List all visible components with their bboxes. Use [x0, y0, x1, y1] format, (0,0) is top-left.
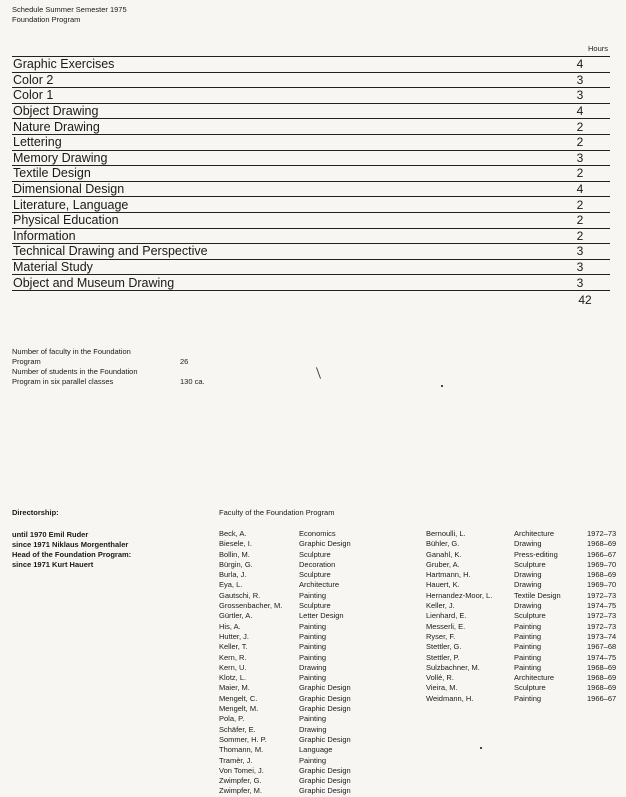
faculty-name: Stettler, G.: [426, 642, 462, 652]
schedule-row: [12, 259, 610, 275]
subject-hours: 3: [576, 72, 584, 87]
faculty-field: Sculpture: [299, 549, 331, 559]
subject-hours: 4: [576, 104, 584, 119]
subject-name: Graphic Exercises: [13, 57, 115, 72]
subject-hours: 3: [576, 150, 584, 165]
subject-name: Information: [13, 228, 76, 243]
faculty-field: Drawing: [514, 570, 542, 580]
faculty-field: Painting: [514, 642, 542, 652]
subject-hours: 3: [576, 275, 584, 290]
table-bottom-rule: [12, 290, 610, 291]
faculty-years: 1968–69: [587, 570, 617, 580]
faculty-name: Hernandez-Moor, L.: [426, 590, 493, 600]
directorship-title: Directorship:: [12, 508, 59, 517]
paper-speck: [480, 747, 482, 749]
schedule-row: [12, 243, 610, 259]
paper-mark: [316, 367, 321, 379]
hours-column-label: Hours: [588, 44, 609, 53]
schedule-row: [12, 228, 610, 244]
schedule-row: [12, 87, 610, 103]
subject-name: Literature, Language: [13, 197, 129, 212]
subject-name: Object Drawing: [13, 104, 99, 119]
faculty-name: Burla, J.: [219, 570, 247, 580]
subject-name: Technical Drawing and Perspective: [13, 244, 208, 259]
faculty-field: Language: [299, 745, 333, 755]
faculty-name: Ganahl, K.: [426, 549, 462, 559]
faculty-field: Drawing: [514, 601, 542, 611]
subject-hours: 3: [576, 260, 584, 275]
faculty-name: Beck, A.: [219, 529, 247, 538]
faculty-name: Sommer, H. P.: [219, 734, 267, 744]
faculty-name: Maier, M.: [219, 683, 250, 693]
faculty-field: Drawing: [299, 724, 327, 734]
subject-name: Memory Drawing: [13, 150, 108, 165]
faculty-field: Drawing: [514, 539, 542, 549]
faculty-years: 1974–75: [587, 601, 617, 611]
faculty-field: Graphic Design: [299, 776, 351, 786]
faculty-field: Drawing: [299, 662, 327, 672]
faculty-field: Textile Design: [514, 590, 561, 600]
faculty-field: Architecture: [299, 580, 340, 590]
faculty-field: Painting: [299, 631, 327, 641]
faculty-field: Painting: [514, 652, 542, 662]
faculty-name: Hutter, J.: [219, 631, 250, 641]
subject-name: Color 2: [13, 72, 54, 87]
faculty-name: Zwimpfer, G.: [219, 776, 262, 786]
faculty-field: Economics: [299, 529, 336, 538]
faculty-field: Sculpture: [299, 601, 331, 611]
faculty-name: Kern, U.: [219, 662, 247, 672]
faculty-field: Graphic Design: [299, 683, 351, 693]
faculty-right-names: [426, 529, 492, 704]
schedule-row: [12, 150, 610, 166]
faculty-field: Sculpture: [514, 559, 546, 569]
faculty-right-years: [587, 529, 616, 704]
schedule-row: [12, 118, 610, 134]
faculty-field: Sculpture: [299, 570, 331, 580]
faculty-field: Painting: [514, 631, 542, 641]
subject-hours: 3: [576, 244, 584, 259]
schedule-row: [12, 134, 610, 150]
header-title: Schedule Summer Semester 1975: [12, 5, 127, 14]
faculty-name: Mengelt, C.: [219, 693, 258, 703]
faculty-years: 1974–75: [587, 652, 617, 662]
faculty-name: Lienhard, E.: [426, 611, 467, 621]
directorship-line: Head of the Foundation Program:: [12, 550, 132, 559]
faculty-field: Painting: [299, 714, 327, 724]
faculty-name: Klotz, L.: [219, 673, 247, 683]
faculty-name: Keller, J.: [426, 601, 455, 611]
faculty-field: Architecture: [514, 529, 555, 538]
faculty-field: Graphic Design: [299, 786, 351, 796]
subject-hours: 4: [576, 57, 584, 72]
schedule-table: [12, 56, 610, 291]
schedule-row: [12, 196, 610, 212]
faculty-name: Bollin, M.: [219, 549, 250, 559]
faculty-name: Tramèr, J.: [219, 755, 253, 765]
faculty-name: Vollé, R.: [426, 673, 454, 683]
schedule-row: [12, 72, 610, 88]
faculty-years: 1966–67: [587, 693, 617, 703]
subject-name: Textile Design: [13, 166, 91, 181]
faculty-years: 1968–69: [587, 683, 617, 693]
faculty-years: 1969–70: [587, 559, 617, 569]
subject-hours: 2: [576, 228, 584, 243]
faculty-field: Painting: [514, 621, 542, 631]
faculty-count-label-2: Program: [12, 357, 41, 366]
faculty-field: Press-editing: [514, 549, 558, 559]
faculty-name: Schäfer, E.: [219, 724, 256, 734]
subject-name: Object and Museum Drawing: [13, 275, 175, 290]
subject-hours: 3: [576, 88, 584, 103]
faculty-field: Graphic Design: [299, 765, 351, 775]
schedule-row: [12, 181, 610, 197]
faculty-count-label: Number of faculty in the Foundation: [12, 347, 131, 356]
subject-hours: 2: [576, 197, 584, 212]
faculty-years: 1972–73: [587, 611, 617, 621]
subject-name: Dimensional Design: [13, 182, 125, 197]
faculty-name: His, A.: [219, 621, 241, 631]
faculty-name: Bürgin, G.: [219, 559, 253, 569]
faculty-name: Gürtler, A.: [219, 611, 253, 621]
subject-hours: 2: [576, 213, 584, 228]
student-count-label-2: Program in six parallel classes: [12, 377, 114, 386]
faculty-name: Sulzbachner, M.: [426, 662, 480, 672]
faculty-field: Sculpture: [514, 611, 546, 621]
faculty-field: Painting: [299, 642, 327, 652]
faculty-name: Kern, R.: [219, 652, 247, 662]
faculty-name: Von Tomei, J.: [219, 765, 264, 775]
faculty-field: Painting: [514, 693, 542, 703]
faculty-name: Vieira, M.: [426, 683, 458, 693]
student-count-label: Number of students in the Foundation: [12, 367, 138, 376]
faculty-years: 1967–68: [587, 642, 617, 652]
schedule-row: [12, 56, 610, 72]
faculty-name: Gruber, A.: [426, 559, 460, 569]
faculty-years: 1966–67: [587, 549, 617, 559]
faculty-field: Graphic Design: [299, 704, 351, 714]
faculty-name: Zwimpfer, M.: [219, 786, 262, 796]
document-header: [12, 5, 127, 24]
faculty-name: Pola, P.: [219, 714, 245, 724]
faculty-field: Graphic Design: [299, 693, 351, 703]
faculty-years: 1968–69: [587, 662, 617, 672]
subject-name: Color 1: [13, 88, 54, 103]
faculty-name: Mengelt, M.: [219, 704, 259, 714]
faculty-field: Painting: [299, 755, 327, 765]
faculty-years: 1968–69: [587, 539, 617, 549]
faculty-name: Hartmann, H.: [426, 570, 471, 580]
faculty-field: Graphic Design: [299, 539, 351, 549]
subject-hours: 2: [576, 119, 584, 134]
faculty-years: 1972–73: [587, 590, 617, 600]
faculty-field: Painting: [514, 662, 542, 672]
faculty-name: Bühler, G.: [426, 539, 460, 549]
faculty-field: Painting: [299, 621, 327, 631]
faculty-left-names: [219, 529, 282, 797]
faculty-name: Biesele, I.: [219, 539, 252, 549]
faculty-name: Ryser, F.: [426, 631, 456, 641]
faculty-years: 1973–74: [587, 631, 617, 641]
faculty-name: Hauert, K.: [426, 580, 460, 590]
subject-name: Lettering: [13, 135, 62, 150]
schedule-total: 42: [578, 293, 592, 307]
faculty-name: Weidmann, H.: [426, 693, 474, 703]
faculty-name: Thomann, M.: [219, 745, 264, 755]
faculty-right-fields: [514, 529, 561, 704]
faculty-name: Grossenbacher, M.: [219, 601, 283, 611]
faculty-field: Architecture: [514, 673, 555, 683]
faculty-name: Stettler, P.: [426, 652, 460, 662]
faculty-field: Decoration: [299, 559, 336, 569]
faculty-name: Keller, T.: [219, 642, 248, 652]
directorship-line: since 1971 Niklaus Morgenthaler: [12, 540, 129, 549]
schedule-row: [12, 274, 610, 290]
faculty-field: Painting: [299, 673, 327, 683]
directorship-list: [12, 530, 131, 570]
directorship-line: until 1970 Emil Ruder: [12, 530, 89, 539]
subject-name: Physical Education: [13, 213, 119, 228]
header-subtitle: Foundation Program: [12, 14, 81, 24]
faculty-name: Messerli, E.: [426, 621, 466, 631]
directorship-line: since 1971 Kurt Hauert: [12, 560, 94, 569]
faculty-field: Graphic Design: [299, 734, 351, 744]
schedule-row: [12, 103, 610, 119]
schedule-row: [12, 165, 610, 181]
faculty-years: 1972–73: [587, 529, 617, 538]
subject-hours: 4: [576, 182, 584, 197]
statistics-block: [12, 347, 220, 387]
paper-speck: [441, 385, 443, 387]
faculty-years: 1968–69: [587, 673, 617, 683]
faculty-years: 1972–73: [587, 621, 617, 631]
faculty-name: Bernoulli, L.: [426, 529, 466, 538]
subject-name: Material Study: [13, 260, 93, 275]
faculty-field: Painting: [299, 590, 327, 600]
faculty-field: Painting: [299, 652, 327, 662]
faculty-years: 1969–70: [587, 580, 617, 590]
subject-hours: 2: [576, 135, 584, 150]
faculty-field: Sculpture: [514, 683, 546, 693]
faculty-name: Eya, L.: [219, 580, 243, 590]
faculty-count-value: 26: [180, 357, 189, 366]
faculty-title: Faculty of the Foundation Program: [219, 508, 335, 517]
faculty-field: Letter Design: [299, 611, 344, 621]
subject-hours: 2: [576, 166, 584, 181]
faculty-left-fields: [299, 529, 351, 797]
subject-name: Nature Drawing: [13, 119, 100, 134]
student-count-value: 130 ca.: [180, 377, 205, 386]
faculty-field: Drawing: [514, 580, 542, 590]
schedule-row: [12, 212, 610, 228]
faculty-name: Gautschi, R.: [219, 590, 261, 600]
